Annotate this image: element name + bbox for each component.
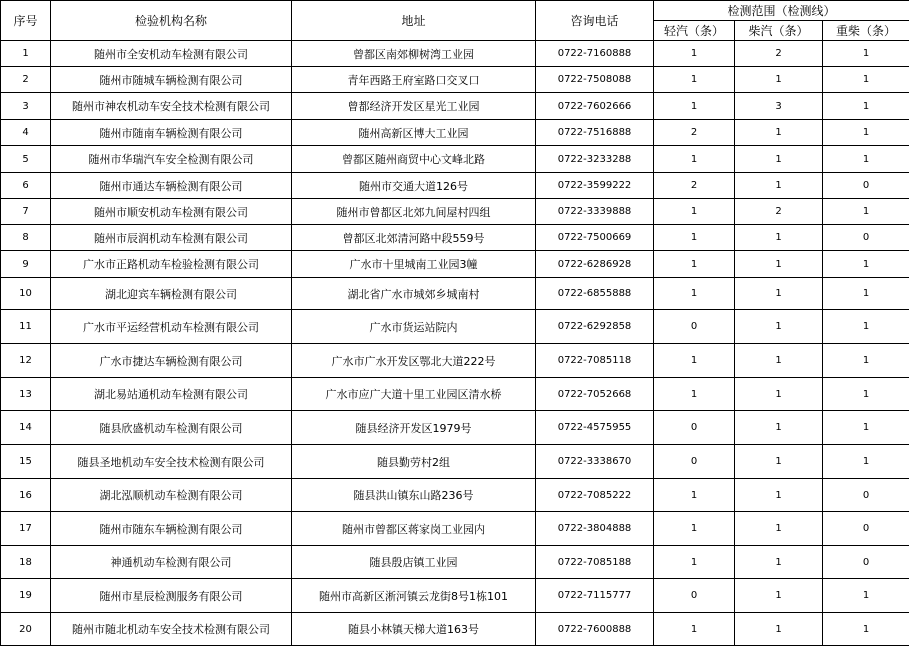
- table-row: [1, 120, 909, 146]
- table-row: [1, 146, 909, 173]
- row-heavy-count: 1: [823, 344, 909, 378]
- row-diesel-count: 2: [735, 41, 823, 67]
- row-light-count: 1: [654, 199, 735, 225]
- address-header: 地址: [292, 1, 536, 41]
- row-name: 随州市顺安机动车检测有限公司: [51, 199, 292, 225]
- row-name: 随州市星辰检测服务有限公司: [51, 579, 292, 613]
- row-light-count: 1: [654, 146, 735, 173]
- row-diesel-count: 1: [735, 579, 823, 613]
- name-header: 检验机构名称: [51, 1, 292, 41]
- row-phone: 0722-4575955: [536, 411, 654, 445]
- row-light-count: 1: [654, 67, 735, 93]
- row-heavy-count: 1: [823, 251, 909, 278]
- table-row: [1, 278, 909, 310]
- row-index: 20: [1, 613, 51, 646]
- table-row: [1, 445, 909, 479]
- row-name: 随县圣地机动车安全技术检测有限公司: [51, 445, 292, 479]
- table-row: [1, 67, 909, 93]
- row-diesel-count: 1: [735, 445, 823, 479]
- table-row: [1, 479, 909, 512]
- row-phone: 0722-7085188: [536, 546, 654, 579]
- row-heavy-count: 1: [823, 310, 909, 344]
- row-heavy-count: 1: [823, 613, 909, 646]
- row-address: 随州市曾都区北郊九间屋村四组: [292, 199, 536, 225]
- row-name: 随州市随北机动车安全技术检测有限公司: [51, 613, 292, 646]
- index-header: 序号: [1, 1, 51, 41]
- row-light-count: 0: [654, 445, 735, 479]
- table-row: [1, 199, 909, 225]
- row-diesel-count: 1: [735, 411, 823, 445]
- table-row: [1, 251, 909, 278]
- row-index: 10: [1, 278, 51, 310]
- row-light-count: 1: [654, 93, 735, 120]
- row-light-count: 0: [654, 411, 735, 445]
- row-phone: 0722-7600888: [536, 613, 654, 646]
- row-phone: 0722-7602666: [536, 93, 654, 120]
- row-light-count: 1: [654, 479, 735, 512]
- row-light-count: 1: [654, 225, 735, 251]
- row-diesel-count: 1: [735, 512, 823, 546]
- table-row: [1, 310, 909, 344]
- row-address: 随州市高新区淅河镇云龙街8号1栋101: [292, 579, 536, 613]
- row-heavy-count: 0: [823, 512, 909, 546]
- heavy-header: 重柴（条）: [823, 21, 909, 41]
- row-phone: 0722-6292858: [536, 310, 654, 344]
- row-diesel-count: 1: [735, 173, 823, 199]
- row-diesel-count: 1: [735, 278, 823, 310]
- row-diesel-count: 1: [735, 344, 823, 378]
- row-address: 随州高新区博大工业园: [292, 120, 536, 146]
- row-light-count: 1: [654, 512, 735, 546]
- row-phone: 0722-7508088: [536, 67, 654, 93]
- row-index: 5: [1, 146, 51, 173]
- row-index: 16: [1, 479, 51, 512]
- row-address: 广水市应广大道十里工业园区清水桥: [292, 378, 536, 411]
- row-light-count: 1: [654, 378, 735, 411]
- row-light-count: 1: [654, 278, 735, 310]
- row-address: 随县殷店镇工业园: [292, 546, 536, 579]
- table-row: [1, 613, 909, 646]
- row-index: 9: [1, 251, 51, 278]
- row-heavy-count: 0: [823, 173, 909, 199]
- row-name: 广水市正路机动车检验检测有限公司: [51, 251, 292, 278]
- row-phone: 0722-3599222: [536, 173, 654, 199]
- row-name: 随州市辰润机动车检测有限公司: [51, 225, 292, 251]
- row-name: 湖北泓顺机动车检测有限公司: [51, 479, 292, 512]
- row-address: 随州市交通大道126号: [292, 173, 536, 199]
- row-heavy-count: 1: [823, 199, 909, 225]
- row-index: 11: [1, 310, 51, 344]
- row-address: 随州市曾都区蒋家岗工业园内: [292, 512, 536, 546]
- row-index: 12: [1, 344, 51, 378]
- row-index: 19: [1, 579, 51, 613]
- row-name: 随州市全安机动车检测有限公司: [51, 41, 292, 67]
- row-name: 随州市通达车辆检测有限公司: [51, 173, 292, 199]
- row-light-count: 0: [654, 579, 735, 613]
- row-light-count: 2: [654, 173, 735, 199]
- row-heavy-count: 1: [823, 411, 909, 445]
- row-diesel-count: 1: [735, 251, 823, 278]
- row-address: 湖北省广水市城郊乡城南村: [292, 278, 536, 310]
- row-heavy-count: 0: [823, 546, 909, 579]
- row-index: 14: [1, 411, 51, 445]
- table-row: [1, 512, 909, 546]
- row-index: 1: [1, 41, 51, 67]
- row-phone: 0722-7160888: [536, 41, 654, 67]
- row-phone: 0722-6855888: [536, 278, 654, 310]
- row-address: 随县洪山镇东山路236号: [292, 479, 536, 512]
- row-diesel-count: 1: [735, 378, 823, 411]
- row-index: 2: [1, 67, 51, 93]
- row-name: 广水市捷达车辆检测有限公司: [51, 344, 292, 378]
- row-index: 7: [1, 199, 51, 225]
- table-row: [1, 93, 909, 120]
- diesel-header: 柴汽（条）: [735, 21, 823, 41]
- row-name: 随县欣盛机动车检测有限公司: [51, 411, 292, 445]
- row-name: 随州市随城车辆检测有限公司: [51, 67, 292, 93]
- table-row: [1, 41, 909, 67]
- table-row: [1, 225, 909, 251]
- row-address: 青年西路王府室路口交叉口: [292, 67, 536, 93]
- table-row: [1, 173, 909, 199]
- row-light-count: 0: [654, 310, 735, 344]
- row-name: 湖北迎宾车辆检测有限公司: [51, 278, 292, 310]
- range-header: 检测范围（检测线）: [654, 1, 909, 21]
- row-heavy-count: 0: [823, 479, 909, 512]
- row-address: 广水市广水开发区鄂北大道222号: [292, 344, 536, 378]
- row-address: 曾都经济开发区星光工业园: [292, 93, 536, 120]
- row-name: 随州市神农机动车安全技术检测有限公司: [51, 93, 292, 120]
- row-phone: 0722-7085118: [536, 344, 654, 378]
- row-diesel-count: 3: [735, 93, 823, 120]
- row-name: 湖北易站通机动车检测有限公司: [51, 378, 292, 411]
- row-heavy-count: 1: [823, 146, 909, 173]
- row-index: 17: [1, 512, 51, 546]
- row-phone: 0722-3804888: [536, 512, 654, 546]
- table-row: [1, 378, 909, 411]
- row-diesel-count: 1: [735, 479, 823, 512]
- row-heavy-count: 1: [823, 445, 909, 479]
- row-address: 曾都区南郊柳树湾工业园: [292, 41, 536, 67]
- row-name: 随州市华瑞汽车安全检测有限公司: [51, 146, 292, 173]
- row-heavy-count: 1: [823, 378, 909, 411]
- table-body: [1, 41, 909, 646]
- row-phone: 0722-6286928: [536, 251, 654, 278]
- table-row: [1, 344, 909, 378]
- row-phone: 0722-7115777: [536, 579, 654, 613]
- row-light-count: 1: [654, 546, 735, 579]
- row-heavy-count: 1: [823, 41, 909, 67]
- row-phone: 0722-3339888: [536, 199, 654, 225]
- row-diesel-count: 1: [735, 546, 823, 579]
- row-diesel-count: 1: [735, 67, 823, 93]
- row-address: 广水市货运站院内: [292, 310, 536, 344]
- row-index: 15: [1, 445, 51, 479]
- row-index: 4: [1, 120, 51, 146]
- row-heavy-count: 1: [823, 93, 909, 120]
- row-diesel-count: 1: [735, 613, 823, 646]
- row-phone: 0722-7052668: [536, 378, 654, 411]
- row-light-count: 1: [654, 251, 735, 278]
- row-address: 随县小林镇天梯大道163号: [292, 613, 536, 646]
- row-light-count: 1: [654, 344, 735, 378]
- table-row: [1, 579, 909, 613]
- row-name: 随州市随东车辆检测有限公司: [51, 512, 292, 546]
- row-phone: 0722-7085222: [536, 479, 654, 512]
- table-header: [1, 1, 909, 41]
- row-index: 13: [1, 378, 51, 411]
- row-phone: 0722-3338670: [536, 445, 654, 479]
- phone-header: 咨询电话: [536, 1, 654, 41]
- row-diesel-count: 1: [735, 120, 823, 146]
- table-row: [1, 411, 909, 445]
- row-heavy-count: 1: [823, 579, 909, 613]
- row-phone: 0722-7516888: [536, 120, 654, 146]
- row-address: 广水市十里城南工业园3幢: [292, 251, 536, 278]
- row-address: 曾都区北郊清河路中段559号: [292, 225, 536, 251]
- row-light-count: 2: [654, 120, 735, 146]
- row-heavy-count: 1: [823, 67, 909, 93]
- row-name: 广水市平运经营机动车检测有限公司: [51, 310, 292, 344]
- row-diesel-count: 2: [735, 199, 823, 225]
- table-row: [1, 546, 909, 579]
- row-heavy-count: 1: [823, 120, 909, 146]
- row-diesel-count: 1: [735, 310, 823, 344]
- row-index: 3: [1, 93, 51, 120]
- row-heavy-count: 0: [823, 225, 909, 251]
- row-index: 18: [1, 546, 51, 579]
- row-phone: 0722-7500669: [536, 225, 654, 251]
- row-light-count: 1: [654, 41, 735, 67]
- row-address: 随县勤劳村2组: [292, 445, 536, 479]
- row-name: 神通机动车检测有限公司: [51, 546, 292, 579]
- row-light-count: 1: [654, 613, 735, 646]
- light-header: 轻汽（条）: [654, 21, 735, 41]
- row-name: 随州市随南车辆检测有限公司: [51, 120, 292, 146]
- row-index: 8: [1, 225, 51, 251]
- row-address: 随县经济开发区1979号: [292, 411, 536, 445]
- row-diesel-count: 1: [735, 146, 823, 173]
- row-address: 曾都区随州商贸中心文峰北路: [292, 146, 536, 173]
- row-diesel-count: 1: [735, 225, 823, 251]
- row-heavy-count: 1: [823, 278, 909, 310]
- row-phone: 0722-3233288: [536, 146, 654, 173]
- row-index: 6: [1, 173, 51, 199]
